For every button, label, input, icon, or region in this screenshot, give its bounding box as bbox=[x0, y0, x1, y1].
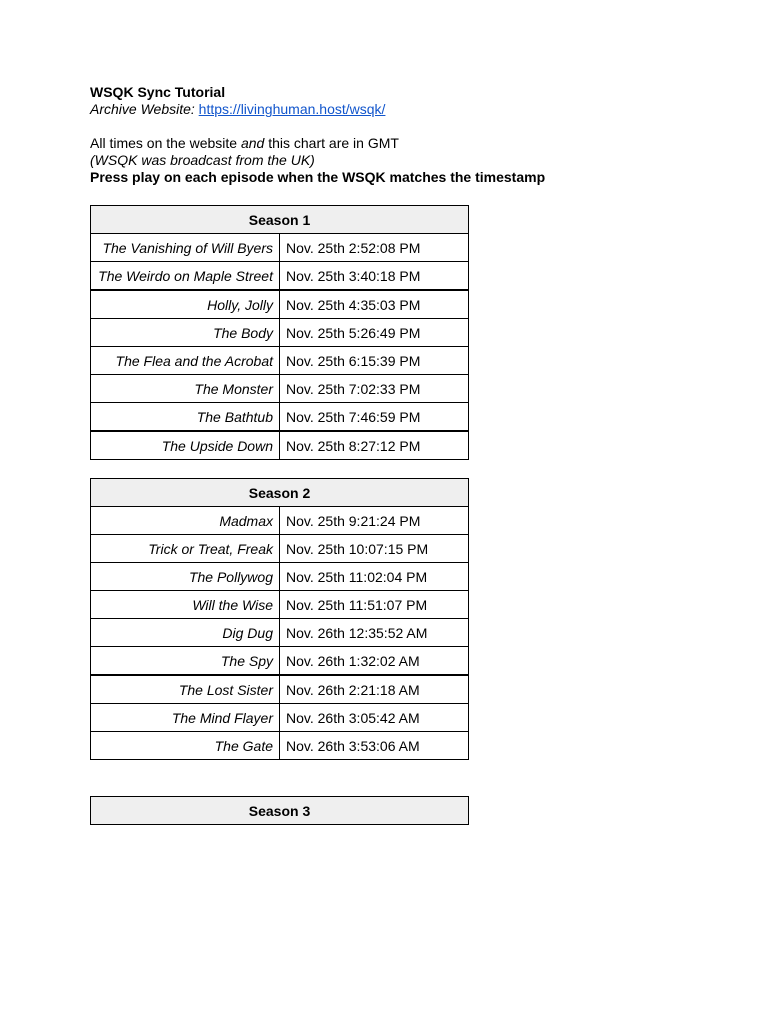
episode-time: Nov. 25th 2:52:08 PM bbox=[280, 234, 469, 262]
episode-title: Will the Wise bbox=[91, 591, 280, 619]
episode-title: The Monster bbox=[91, 375, 280, 403]
episode-title: The Gate bbox=[91, 732, 280, 760]
table-row bbox=[91, 647, 469, 676]
episode-time: Nov. 26th 12:35:52 AM bbox=[280, 619, 469, 647]
table-row bbox=[91, 535, 469, 563]
table-row bbox=[91, 591, 469, 619]
episode-time: Nov. 25th 10:07:15 PM bbox=[280, 535, 469, 563]
table-row bbox=[91, 262, 469, 291]
episode-title: The Weirdo on Maple Street bbox=[91, 262, 280, 291]
table-row bbox=[91, 403, 469, 432]
episode-time: Nov. 26th 1:32:02 AM bbox=[280, 647, 469, 676]
episode-time: Nov. 25th 8:27:12 PM bbox=[280, 431, 469, 460]
table-row bbox=[91, 234, 469, 262]
table-row bbox=[91, 732, 469, 760]
season-2-table bbox=[90, 478, 469, 760]
episode-title: The Mind Flayer bbox=[91, 704, 280, 732]
season-1-header: Season 1 bbox=[91, 206, 469, 234]
episode-title: Holly, Jolly bbox=[91, 290, 280, 319]
episode-title: The Upside Down bbox=[91, 431, 280, 460]
times-note bbox=[90, 135, 690, 152]
table-row bbox=[91, 431, 469, 460]
page-title: WSQK Sync Tutorial bbox=[90, 84, 226, 100]
episode-time: Nov. 26th 3:53:06 AM bbox=[280, 732, 469, 760]
episode-title: The Body bbox=[91, 319, 280, 347]
times-note-post: this chart are in GMT bbox=[264, 135, 399, 151]
season-3-table bbox=[90, 796, 469, 825]
table-row bbox=[91, 290, 469, 319]
episode-title: Trick or Treat, Freak bbox=[91, 535, 280, 563]
instruction-text: Press play on each episode when the WSQK matches the timestamp bbox=[90, 169, 546, 185]
table-row bbox=[91, 704, 469, 732]
archive-link[interactable]: https://livinghuman.host/wsqk/ bbox=[198, 101, 386, 117]
episode-time: Nov. 25th 9:21:24 PM bbox=[280, 507, 469, 535]
season-2-header: Season 2 bbox=[91, 479, 469, 507]
season-1-table bbox=[90, 205, 469, 460]
times-note-pre: All times on the website bbox=[90, 135, 241, 151]
table-row bbox=[91, 375, 469, 403]
table-row bbox=[91, 619, 469, 647]
episode-time: Nov. 25th 4:35:03 PM bbox=[280, 290, 469, 319]
episode-title: The Flea and the Acrobat bbox=[91, 347, 280, 375]
episode-time: Nov. 25th 3:40:18 PM bbox=[280, 262, 469, 291]
episode-title: Madmax bbox=[91, 507, 280, 535]
table-row bbox=[91, 319, 469, 347]
episode-title: The Lost Sister bbox=[91, 675, 280, 704]
episode-title: The Pollywog bbox=[91, 563, 280, 591]
episode-title: Dig Dug bbox=[91, 619, 280, 647]
table-row bbox=[91, 563, 469, 591]
episode-time: Nov. 25th 11:51:07 PM bbox=[280, 591, 469, 619]
episode-time: Nov. 25th 6:15:39 PM bbox=[280, 347, 469, 375]
season-3-header: Season 3 bbox=[91, 797, 469, 825]
episode-time: Nov. 25th 7:46:59 PM bbox=[280, 403, 469, 432]
archive-label: Archive Website: bbox=[90, 101, 195, 117]
episode-title: The Spy bbox=[91, 647, 280, 676]
episode-title: The Vanishing of Will Byers bbox=[91, 234, 280, 262]
broadcast-note: (WSQK was broadcast from the UK) bbox=[90, 152, 315, 168]
episode-time: Nov. 25th 11:02:04 PM bbox=[280, 563, 469, 591]
document-header bbox=[90, 84, 690, 186]
table-row bbox=[91, 347, 469, 375]
episode-title: The Bathtub bbox=[91, 403, 280, 432]
episode-time: Nov. 25th 5:26:49 PM bbox=[280, 319, 469, 347]
episode-time: Nov. 25th 7:02:33 PM bbox=[280, 375, 469, 403]
episode-time: Nov. 26th 3:05:42 AM bbox=[280, 704, 469, 732]
episode-time: Nov. 26th 2:21:18 AM bbox=[280, 675, 469, 704]
table-row bbox=[91, 507, 469, 535]
times-note-and: and bbox=[240, 135, 265, 151]
table-row bbox=[91, 675, 469, 704]
archive-line bbox=[90, 101, 690, 118]
